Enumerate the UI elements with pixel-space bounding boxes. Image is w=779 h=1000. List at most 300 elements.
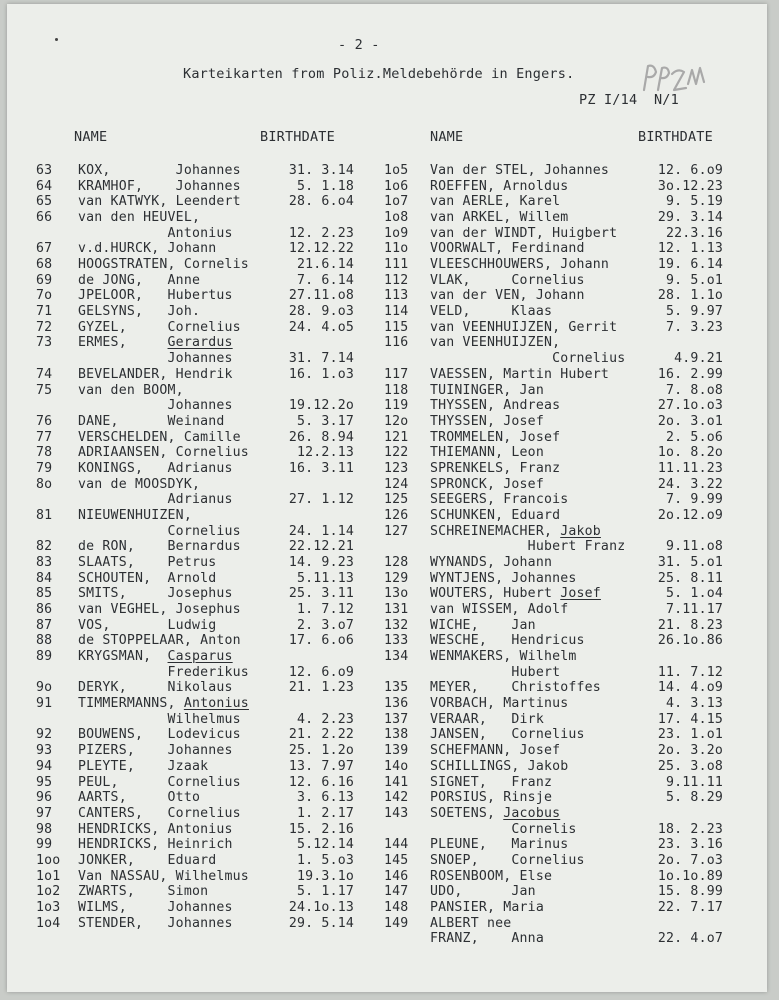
entry-birthdate: 27.11.o8 [288,288,354,304]
entry-name [78,445,249,461]
entry-number: 67 [36,241,53,257]
entry-name-text: WENMAKERS, Wilhelm [430,649,577,665]
entry-birthdate: 7.11.17 [666,602,723,618]
entry-name-text: SPRONCK, Josef [430,476,544,492]
entry-name [78,539,241,555]
entry-number: 72 [36,319,53,335]
entry-name-text: ALBERT nee [430,915,512,931]
entry-name-text: PLEYTE, Jzaak [78,758,209,774]
entry-birthdate: 12. 2.23 [288,225,354,241]
entry-name-text: DERYK, Nikolaus [78,680,233,696]
entry-name [430,602,568,618]
entry-name-text: Cornelis [430,821,577,837]
entry-name [78,712,241,728]
entry-name [430,931,544,947]
entry-number: 68 [36,257,53,273]
entry-number: 1o5 [384,163,409,178]
entry-name-text: UDO, Jan [430,884,536,900]
entry-name [430,524,601,540]
entry-birthdate: 2o.12.o9 [657,507,723,523]
entry-name [430,555,552,571]
entry-birthdate: 31. 3.14 [288,163,354,178]
entry-name-text: SPRENKELS, Franz [430,460,561,476]
entry-name-text: WILMS, Johannes [78,899,233,915]
entry-number: 134 [384,649,409,665]
entry-name [78,680,233,696]
right-birthdate-header: BIRTHDATE [638,129,713,145]
entry-name [430,414,544,430]
entry-name [78,241,216,257]
entry-name [78,383,184,399]
entry-number: 122 [384,445,409,461]
entry-number: 91 [36,696,53,712]
entry-birthdate: 2o. 3.2o [657,743,723,759]
entry-name-text: van den BOOM, [78,382,184,398]
entry-birthdate: 22.12.21 [288,539,354,555]
entry-name [78,304,200,320]
entry-birthdate: 28. 6.o4 [288,194,354,210]
entry-birthdate: 5. 3.17 [297,413,354,429]
entry-birthdate: 9.11.11 [666,774,723,790]
entry-name-text: van KATWYK, Leendert [78,194,241,210]
left-birthdate-header: BIRTHDATE [260,129,335,145]
entry-name-text: SCHEFMANN, Josef [430,743,561,759]
entry-name-text: VERSCHELDEN, Camille [78,429,241,445]
entry-birthdate: 12. 1.13 [657,241,723,257]
entry-name-text: VAESSEN, Martin Hubert [430,366,610,382]
entry-birthdate: 21. 1.23 [288,680,354,696]
entry-name [78,837,233,853]
entry-name [78,273,200,289]
entry-name [78,524,241,540]
entry-birthdate: 27.1o.o3 [657,398,723,414]
entry-name [430,226,617,242]
entry-birthdate: 5. 1.18 [297,178,354,194]
entry-name-text: WYNTJENS, Johannes [430,570,577,586]
entry-birthdate: 31. 7.14 [288,351,354,367]
entry-birthdate: 11.11.23 [657,460,723,476]
entry-number: 1o3 [36,899,61,915]
entry-number: 123 [384,460,409,476]
entry-name [78,210,200,226]
entry-name-text: ADRIAANSEN, Cornelius [78,445,249,461]
entry-birthdate: 5.11.13 [297,570,354,586]
entry-name-text: FRANZ, Anna [430,931,544,947]
entry-birthdate: 9. 5.o1 [666,272,723,288]
entry-name [430,508,560,524]
entry-birthdate: 23. 3.16 [657,837,723,853]
entry-number: 96 [36,790,53,806]
entry-name [78,869,249,885]
entry-name-text: SOETENS, [430,805,504,821]
entry-name-text: JONKER, Eduard [78,852,217,868]
entry-name [78,288,233,304]
entry-birthdate: 25. 1.2o [288,743,354,759]
entry-name-text: WYNANDS, Johann [430,555,553,570]
entry-number: 97 [36,805,53,821]
entry-name-text: VELD, Klaas [430,304,553,320]
entry-number: 133 [384,633,409,649]
left-name-header: NAME [74,129,108,145]
entry-number: 1o9 [384,225,409,241]
entry-number: 76 [36,413,53,429]
entry-number: 1o2 [36,884,61,900]
entry-name [430,335,560,351]
entry-name [430,916,511,932]
entry-name-text: van den HEUVEL, [78,210,201,226]
entry-name-underlined: Jakob [560,523,601,539]
entry-name-text: van VEENHUIJZEN, [430,335,561,351]
entry-name-text: PIZERS, Johannes [78,743,233,759]
entry-name-text: Van der STEL, Johannes [430,163,610,178]
entry-number: 79 [36,460,53,476]
entry-name [78,335,233,351]
entry-name [430,477,544,493]
entry-name [430,194,560,210]
entry-number: 85 [36,586,53,602]
document-title: Karteikarten from Poliz.Meldebehörde in Engers. [183,66,575,82]
entry-birthdate: 22. 4.o7 [657,931,723,947]
entry-birthdate: 15. 2.16 [288,821,354,837]
entry-number: 136 [384,696,409,712]
right-name-header: NAME [430,129,464,145]
entry-name-text: TUININGER, Jan [430,382,544,398]
entry-number: 137 [384,711,409,727]
entry-number: 89 [36,649,53,665]
entry-number: 1o1 [36,868,61,884]
entry-name-text: Cornelius [78,523,241,539]
entry-birthdate: 4. 3.13 [666,696,723,712]
entry-number: 73 [36,335,53,351]
entry-birthdate: 1. 2.17 [297,805,354,821]
entry-birthdate: 2. 3.o7 [297,617,354,633]
entry-name [78,727,241,743]
entry-number: 119 [384,398,409,414]
entry-number: 138 [384,727,409,743]
entry-name [430,790,552,806]
entry-name-text: PORSIUS, Rinsje [430,790,553,806]
entry-name-text: de RON, Bernardus [78,539,241,555]
entry-name [430,806,560,822]
entry-number: 147 [384,884,409,900]
entry-name [78,900,233,916]
entry-name-text: MEYER, Christoffes [430,680,601,696]
entry-number: 77 [36,429,53,445]
entry-name-text: de STOPPELAAR, Anton [78,633,241,649]
entry-name-text: Frederikus [78,664,249,680]
entry-name-text: GYZEL, Cornelius [78,319,241,335]
entry-name-text: TIMMERMANNS, [78,696,184,712]
entry-number: 141 [384,774,409,790]
entry-name [430,696,568,712]
entry-name-text: HOOGSTRATEN, Cornelis [78,257,249,273]
entry-birthdate: 21. 2.22 [288,727,354,743]
entry-birthdate: 4.9.21 [674,351,723,367]
entry-number: 132 [384,617,409,633]
entry-number: 125 [384,492,409,508]
entry-name [430,210,568,226]
entry-birthdate: 28. 1.1o [657,288,723,304]
entry-birthdate: 26. 8.94 [288,429,354,445]
entry-number: 71 [36,304,53,320]
entry-name [78,492,233,508]
entry-number: 112 [384,272,409,288]
entry-name [78,430,241,446]
entry-name [78,571,216,587]
entry-name-text: Hubert Franz [430,539,626,555]
entry-name-underlined: Gerardus [167,335,233,351]
entry-birthdate: 7. 3.23 [666,319,723,335]
entry-name [78,461,233,477]
entry-name-text: van VEGHEL, Josephus [78,602,241,618]
entry-number: 93 [36,743,53,759]
entry-birthdate: 29. 5.14 [288,915,354,931]
entry-name [430,367,609,383]
entry-name [78,790,200,806]
entry-birthdate: 5.12.14 [297,837,354,853]
entry-number: 121 [384,429,409,445]
entry-number: 128 [384,555,409,570]
entry-number: 143 [384,805,409,821]
entry-name-text: van ARKEL, Willem [430,210,569,226]
entry-name-text: Antonius [78,225,233,241]
entry-name-text: PLEUNE, Marinus [430,837,569,853]
entry-name [430,179,568,195]
entry-number: 1oo [36,852,61,868]
entry-number: 8o [36,476,53,492]
entry-birthdate: 12. 6.o9 [657,163,723,178]
entry-name-text: PEUL, Cornelius [78,774,241,790]
entry-name-text: de JONG, Anne [78,272,201,288]
entry-name-text: Adrianus [78,492,233,508]
entry-birthdate: 25. 3.o8 [657,758,723,774]
entry-name-text: CANTERS, Cornelius [78,805,241,821]
entry-name [430,383,544,399]
entry-name [78,351,233,367]
entry-birthdate: 1. 5.o3 [297,852,354,868]
entry-number: 86 [36,602,53,618]
entry-number: 64 [36,178,53,194]
entry-name-text: van der VEN, Johann [430,288,585,304]
entry-name [78,602,241,618]
entry-number: 145 [384,852,409,868]
entry-birthdate: 19. 6.14 [657,257,723,273]
entry-number: 95 [36,774,53,790]
entry-number: 113 [384,288,409,304]
entry-birthdate: 19.12.2o [288,398,354,414]
entry-name [430,822,577,838]
entry-name [78,508,192,524]
entry-number: 131 [384,602,409,618]
entry-birthdate: 21.6.14 [297,257,354,273]
entry-name-text: Johannes [78,351,233,367]
entry-name [430,743,560,759]
entry-name [78,775,241,791]
entry-name-text: SLAATS, Petrus [78,555,217,570]
entry-birthdate: 19.3.1o [297,868,354,884]
handwritten-note [640,60,710,96]
entry-name [430,320,617,336]
entry-name-text: van de MOOSDYK, [78,476,201,492]
entry-name-text: KRAMHOF, Johannes [78,178,241,194]
entry-number: 127 [384,523,409,539]
entry-number: 7o [36,288,53,304]
entry-number: 63 [36,163,53,178]
entry-name-underlined: Antonius [183,696,249,712]
entry-name-text: VLEESCHHOUWERS, Johann [430,257,610,273]
entry-number: 98 [36,821,53,837]
entry-name [78,555,216,571]
entry-name [430,680,601,696]
entry-birthdate: 26.1o.86 [657,633,723,649]
entry-number: 87 [36,617,53,633]
entry-number: 66 [36,210,53,226]
entry-number: 74 [36,366,53,382]
entry-birthdate: 31. 5.o1 [657,555,723,570]
entry-birthdate: 22.3.16 [666,225,723,241]
entry-birthdate: 25. 3.11 [288,586,354,602]
entry-name-text: VOORWALT, Ferdinand [430,241,585,257]
entry-name-text: ERMES, [78,335,168,351]
entry-birthdate: 9.11.o8 [666,539,723,555]
entry-number: 116 [384,335,409,351]
entry-number: 92 [36,727,53,743]
entry-name [430,241,585,257]
entry-number: 1o6 [384,178,409,194]
entry-name-text: VOS, Ludwig [78,617,217,633]
entry-birthdate: 4. 2.23 [297,711,354,727]
entry-name [430,571,577,587]
entry-name [430,618,536,634]
entry-number: 12o [384,413,409,429]
entry-number: 13o [384,586,409,602]
entry-number: 118 [384,382,409,398]
entry-birthdate: 12.12.22 [288,241,354,257]
entry-name-text: JPELOOR, Hubertus [78,288,233,304]
entry-name-text: KOX, Johannes [78,163,241,178]
entry-birthdate: 5. 8.29 [666,790,723,806]
entry-birthdate: 21. 8.23 [657,617,723,633]
entry-name-text: SCHILLINGS, Jakob [430,758,569,774]
entry-name [430,430,560,446]
entry-name [78,226,233,242]
entry-name [78,179,241,195]
entry-name [78,398,233,414]
entry-name [78,414,225,430]
entry-name [430,759,568,775]
entry-number: 111 [384,257,409,273]
entry-name-text: WESCHE, Hendricus [430,633,585,649]
entry-number: 142 [384,790,409,806]
entry-name-text: SCHOUTEN, Arnold [78,570,217,586]
entry-name [430,853,585,869]
entry-birthdate: 17. 6.o6 [288,633,354,649]
entry-birthdate: 13. 7.97 [288,758,354,774]
entry-birthdate: 18. 2.23 [657,821,723,837]
entry-birthdate: 7. 9.99 [666,492,723,508]
entry-name-text: SCHUNKEN, Eduard [430,507,561,523]
entry-name-text: VLAK, Cornelius [430,272,585,288]
entry-name [430,163,609,179]
entry-birthdate: 1. 7.12 [297,602,354,618]
entry-name [430,775,552,791]
entry-name-text: VORBACH, Martinus [430,696,569,712]
entry-number: 129 [384,570,409,586]
entry-name [430,304,552,320]
entry-name-text: Hubert [430,664,561,680]
entry-name [78,618,216,634]
entry-name [78,649,233,665]
entry-birthdate: 24. 1.14 [288,523,354,539]
entry-name-text: PANSIER, Maria [430,899,544,915]
entry-number: 88 [36,633,53,649]
entry-name-text: Van NASSAU, Wilhelmus [78,868,249,884]
entry-name-text: JANSEN, Cornelius [430,727,585,743]
entry-birthdate: 12. 6.o9 [288,664,354,680]
entry-birthdate: 2o. 7.o3 [657,852,723,868]
entry-birthdate: 7. 6.14 [297,272,354,288]
entry-name-text: WICHE, Jan [430,617,536,633]
entry-number: 99 [36,837,53,853]
entry-name-text: WOUTERS, Hubert [430,586,561,602]
entry-birthdate: 9. 5.19 [666,194,723,210]
entry-number: 139 [384,743,409,759]
entry-birthdate: 23. 1.o1 [657,727,723,743]
entry-name-text: ROSENBOOM, Else [430,868,553,884]
entry-birthdate: 7. 8.o8 [666,382,723,398]
entry-name [78,806,241,822]
entry-name-underlined: Casparus [167,649,233,665]
entry-number: 1o8 [384,210,409,226]
entry-birthdate: 2. 5.o6 [666,429,723,445]
entry-number: 9o [36,680,53,696]
entry-birthdate: 16. 3.11 [288,460,354,476]
entry-birthdate: 15. 8.99 [657,884,723,900]
entry-name [78,367,233,383]
entry-name-text: THIEMANN, Leon [430,445,544,461]
entry-birthdate: 1o.1o.89 [657,868,723,884]
entry-birthdate: 24. 4.o5 [288,319,354,335]
entry-number: 14o [384,758,409,774]
entry-name [430,884,536,900]
entry-name-text: THYSSEN, Andreas [430,398,561,414]
entry-name [430,586,601,602]
entry-number: 1o7 [384,194,409,210]
entry-birthdate: 12. 6.16 [288,774,354,790]
entry-name [430,461,560,477]
entry-name-text: VERAAR, Dirk [430,711,544,727]
entry-number: 81 [36,507,53,523]
page-number: - 2 - [338,37,380,53]
entry-name [78,822,233,838]
entry-name [430,539,625,555]
entry-number: 117 [384,366,409,382]
entry-name-text: HENDRICKS, Heinrich [78,837,233,853]
entry-number: 114 [384,304,409,320]
entry-name [430,273,585,289]
entry-name [78,320,241,336]
entry-name-text: KONINGS, Adrianus [78,460,233,476]
entry-birthdate: 3o.12.23 [657,178,723,194]
entry-name [430,492,568,508]
entry-birthdate: 2o. 3.o1 [657,413,723,429]
entry-name-text: v.d.HURCK, Johann [78,241,217,257]
entry-birthdate: 25. 8.11 [657,570,723,586]
entry-name-text: van WISSEM, Adolf [430,602,569,618]
entry-birthdate: 28. 9.o3 [288,304,354,320]
entry-number: 149 [384,915,409,931]
entry-name-text: SCHREINEMACHER, [430,523,561,539]
